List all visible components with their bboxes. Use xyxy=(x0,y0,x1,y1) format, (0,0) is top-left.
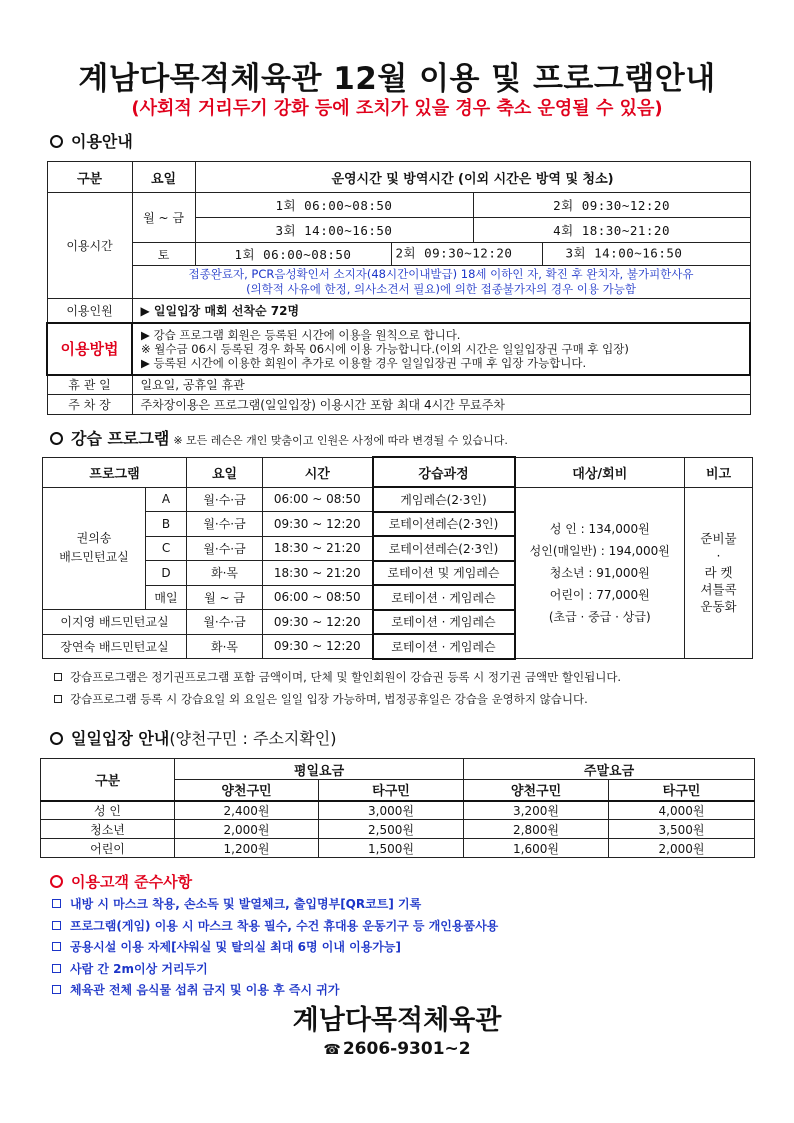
row-code: D xyxy=(146,561,187,586)
remark-cell xyxy=(685,487,753,659)
fee-adult: 성 인 : 134,000원 xyxy=(549,521,650,536)
daypass-price: 1,200원 xyxy=(175,839,319,858)
saturday-label: 토 xyxy=(132,243,195,266)
daypass-heading-text: 일일입장 안내 xyxy=(71,729,170,748)
fee-adult-daily: 성인(매일반) : 194,000원 xyxy=(529,543,670,558)
row-course: 게임레슨(2·3인) xyxy=(373,487,515,512)
method-line-2: ※ 월수금 06시 등록된 경우 화목 06시에 이용 가능합니다.(이외 시간은 일일입장권 구매 후 입장) xyxy=(141,341,629,356)
daypass-price: 3,500원 xyxy=(609,820,755,839)
footnote-item xyxy=(54,666,621,688)
closed-value: 일요일, 공휴일 휴관 xyxy=(132,375,750,395)
row-program-name: 이지영 배드민턴교실 xyxy=(43,610,187,635)
phone-icon: ☎ xyxy=(323,1042,341,1058)
rule-item xyxy=(52,894,498,916)
square-bullet-icon xyxy=(52,985,61,994)
divider xyxy=(542,243,543,265)
rule-item xyxy=(52,959,498,981)
hours-label: 이용시간 xyxy=(47,193,132,299)
circle-bullet-icon xyxy=(50,875,63,888)
capacity-label: 이용인원 xyxy=(47,299,132,323)
programs-header-day: 요일 xyxy=(187,457,263,487)
row-course: 로테이션레슨(2·3인) xyxy=(373,536,515,561)
footnote-item xyxy=(54,688,621,710)
eligibility-note xyxy=(132,266,750,299)
square-bullet-icon xyxy=(52,921,61,930)
phone-number: 2606-9301~2 xyxy=(342,1039,471,1059)
row-day: 화·목 xyxy=(187,561,263,586)
daypass-subheader: 타구민 xyxy=(609,780,755,801)
square-bullet-icon xyxy=(52,942,61,951)
row-time: 06:00 ~ 08:50 xyxy=(263,585,373,610)
group-1-name-line-1: 권의송 xyxy=(76,531,112,546)
remark-line: 라 켓 xyxy=(704,565,733,581)
method-lines xyxy=(132,323,750,375)
usage-heading-text: 이용안내 xyxy=(71,132,133,151)
footer-phone xyxy=(0,1038,794,1061)
rule-text: 체육관 전체 음식물 섭취 금지 및 이용 후 즉시 귀가 xyxy=(70,983,340,997)
page-subtitle: (사회적 거리두기 강화 등에 조치가 있을 경우 축소 운영될 수 있음) xyxy=(131,98,663,119)
remark-line: 운동화 xyxy=(700,599,737,615)
square-bullet-icon xyxy=(52,964,61,973)
row-time: 09:30 ~ 12:20 xyxy=(263,512,373,537)
usage-header-category: 구분 xyxy=(47,162,132,193)
fee-cell xyxy=(515,487,685,659)
daypass-price: 4,000원 xyxy=(609,801,755,820)
remark-line: · xyxy=(716,548,721,564)
square-bullet-icon xyxy=(54,695,62,703)
programs-table xyxy=(42,456,753,660)
rule-text: 프로그램(게임) 이용 시 마스크 착용 필수, 수건 휴대용 운동기구 등 개인용품사용 xyxy=(70,918,499,933)
daypass-header-weekend: 주말요금 xyxy=(464,759,755,780)
row-day: 월·수·금 xyxy=(187,610,263,635)
row-time: 06:00 ~ 08:50 xyxy=(263,487,373,512)
daypass-heading-paren: (양천구민 : 주소지확인) xyxy=(169,729,337,748)
fee-youth: 청소년 : 91,000원 xyxy=(549,565,650,580)
daypass-table xyxy=(40,758,755,858)
daypass-price: 2,400원 xyxy=(175,801,319,820)
sat-session-3-text: 3회 14:00~16:50 xyxy=(565,245,683,261)
method-label: 이용방법 xyxy=(47,323,132,375)
daypass-heading xyxy=(50,728,336,750)
rule-item xyxy=(52,916,498,938)
daypass-row-label: 성 인 xyxy=(41,801,175,820)
row-day: 월 ~ 금 xyxy=(187,585,263,610)
row-day: 월·수·금 xyxy=(187,487,263,512)
programs-header-program: 프로그램 xyxy=(43,457,187,487)
daypass-subheader: 양천구민 xyxy=(464,780,609,801)
row-day: 월·수·금 xyxy=(187,512,263,537)
programs-note: ※ 모든 레슨은 개인 맞춤이고 인원은 사정에 따라 변경될 수 있습니다. xyxy=(173,434,508,447)
daypass-subheader: 양천구민 xyxy=(175,780,319,801)
rules-heading xyxy=(50,871,192,893)
session-3: 3회 14:00~16:50 xyxy=(195,218,473,243)
method-line-3: ▶ 등록된 시간에 이용한 회원이 추가로 이용할 경우 일일입장권 구매 후 입장 가능합니다. xyxy=(141,355,587,370)
programs-header-time: 시간 xyxy=(263,457,373,487)
sat-session-1: 1회 06:00~08:50 xyxy=(195,243,391,266)
usage-header-hours: 운영시간 및 방역시간 (이외 시간은 방역 및 청소) xyxy=(195,162,750,193)
program-footnotes xyxy=(54,666,621,710)
daypass-price: 3,000원 xyxy=(319,801,464,820)
eligibility-line-1: 접종완료자, PCR음성확인서 소지자(48시간이내발급) 18세 이하인 자, 확진 후 완치자, 불가피한사유 xyxy=(188,267,694,281)
sat-session-2 xyxy=(391,243,750,266)
daypass-row-label: 어린이 xyxy=(41,839,175,858)
daypass-price: 2,000원 xyxy=(609,839,755,858)
parking-value: 주차장이용은 프로그램(일일입장) 이용시간 포함 최대 4시간 무료주차 xyxy=(132,395,750,415)
usage-table xyxy=(46,161,751,415)
rules-heading-text: 이용고객 준수사항 xyxy=(71,873,193,891)
session-2: 2회 09:30~12:20 xyxy=(473,193,750,218)
row-course: 로테이션 · 게임레슨 xyxy=(373,610,515,635)
row-time: 09:30 ~ 12:20 xyxy=(263,634,373,659)
row-course: 로테이션 및 게임레슨 xyxy=(373,561,515,586)
sat-session-2-text: 2회 09:30~12:20 xyxy=(395,245,513,261)
weekday-label: 월 ~ 금 xyxy=(132,193,195,243)
daypass-price: 1,600원 xyxy=(464,839,609,858)
rule-text: 내방 시 마스크 착용, 손소독 및 발열체크, 출입명부[QR코트] 기록 xyxy=(70,897,422,911)
square-bullet-icon xyxy=(52,899,61,908)
program-group-1 xyxy=(43,487,146,610)
programs-heading xyxy=(50,428,508,452)
row-code: B xyxy=(146,512,187,537)
row-time: 18:30 ~ 21:20 xyxy=(263,536,373,561)
footnote-text: 강습프로그램은 정기권프로그램 포함 금액이며, 단체 및 할인회원이 강습권 등록 시 정기권 금액만 할인됩니다. xyxy=(70,670,622,684)
page-title: 계남다목적체육관 12월 이용 및 프로그램안내 xyxy=(78,61,716,97)
usage-header-day: 요일 xyxy=(132,162,195,193)
programs-header-course: 강습과정 xyxy=(373,457,515,487)
capacity-value: ▶ 일일입장 매회 선착순 72명 xyxy=(132,299,750,323)
fee-levels: (초급 · 중급 · 상급) xyxy=(548,609,651,624)
remark-line: 셔틀콕 xyxy=(700,582,737,598)
row-course: 로테이션레슨(2·3인) xyxy=(373,512,515,537)
daypass-header-weekday: 평일요금 xyxy=(175,759,464,780)
group-1-name-line-2: 배드민턴교실 xyxy=(59,550,129,565)
row-course: 로테이션 · 게임레슨 xyxy=(373,634,515,659)
daypass-price: 2,800원 xyxy=(464,820,609,839)
footer-facility-name: 계남다목적체육관 xyxy=(292,1005,502,1036)
row-time: 18:30 ~ 21:20 xyxy=(263,561,373,586)
daypass-price: 2,000원 xyxy=(175,820,319,839)
row-code: C xyxy=(146,536,187,561)
daypass-subheader: 타구민 xyxy=(319,780,464,801)
rule-item xyxy=(52,937,498,959)
remark-line: 준비물 xyxy=(700,531,737,547)
footnote-text: 강습프로그램 등록 시 강습요일 외 요일은 일일 입장 가능하며, 법정공휴일은 강습을 운영하지 않습니다. xyxy=(70,692,588,706)
circle-bullet-icon xyxy=(50,135,63,148)
daypass-row-label: 청소년 xyxy=(41,820,175,839)
rule-item xyxy=(52,980,498,1002)
row-day: 화·목 xyxy=(187,634,263,659)
usage-heading xyxy=(50,131,133,153)
circle-bullet-icon xyxy=(50,432,63,445)
rule-text: 사람 간 2m이상 거리두기 xyxy=(70,961,208,976)
rules-list xyxy=(52,894,498,1002)
programs-header-fee: 대상/회비 xyxy=(515,457,685,487)
row-code: 매일 xyxy=(146,585,187,610)
programs-header-remark: 비고 xyxy=(685,457,753,487)
fee-child: 어린이 : 77,000원 xyxy=(549,587,650,602)
parking-label: 주 차 장 xyxy=(47,395,132,415)
daypass-header-category: 구분 xyxy=(41,759,175,801)
eligibility-line-2: (의학적 사유에 한정, 의사소견서 필요)에 의한 접종불가자의 경우 이용 가능함 xyxy=(246,282,636,296)
closed-label: 휴 관 일 xyxy=(47,375,132,395)
row-day: 월·수·금 xyxy=(187,536,263,561)
daypass-price: 1,500원 xyxy=(319,839,464,858)
rule-text: 공용시설 이용 자제[샤워실 및 탈의실 최대 6명 이내 이용가능] xyxy=(70,940,401,954)
daypass-price: 2,500원 xyxy=(319,820,464,839)
row-course: 로테이션 · 게임레슨 xyxy=(373,585,515,610)
row-program-name: 장연숙 배드민턴교실 xyxy=(43,634,187,659)
session-1: 1회 06:00~08:50 xyxy=(195,193,473,218)
row-time: 09:30 ~ 12:20 xyxy=(263,610,373,635)
square-bullet-icon xyxy=(54,673,62,681)
method-line-1: ▶ 강습 프로그램 회원은 등록된 시간에 이용을 원칙으로 합니다. xyxy=(141,327,461,342)
programs-heading-text: 강습 프로그램 xyxy=(71,429,170,448)
session-4: 4회 18:30~21:20 xyxy=(473,218,750,243)
row-code: A xyxy=(146,487,187,512)
daypass-price: 3,200원 xyxy=(464,801,609,820)
circle-bullet-icon xyxy=(50,732,63,745)
